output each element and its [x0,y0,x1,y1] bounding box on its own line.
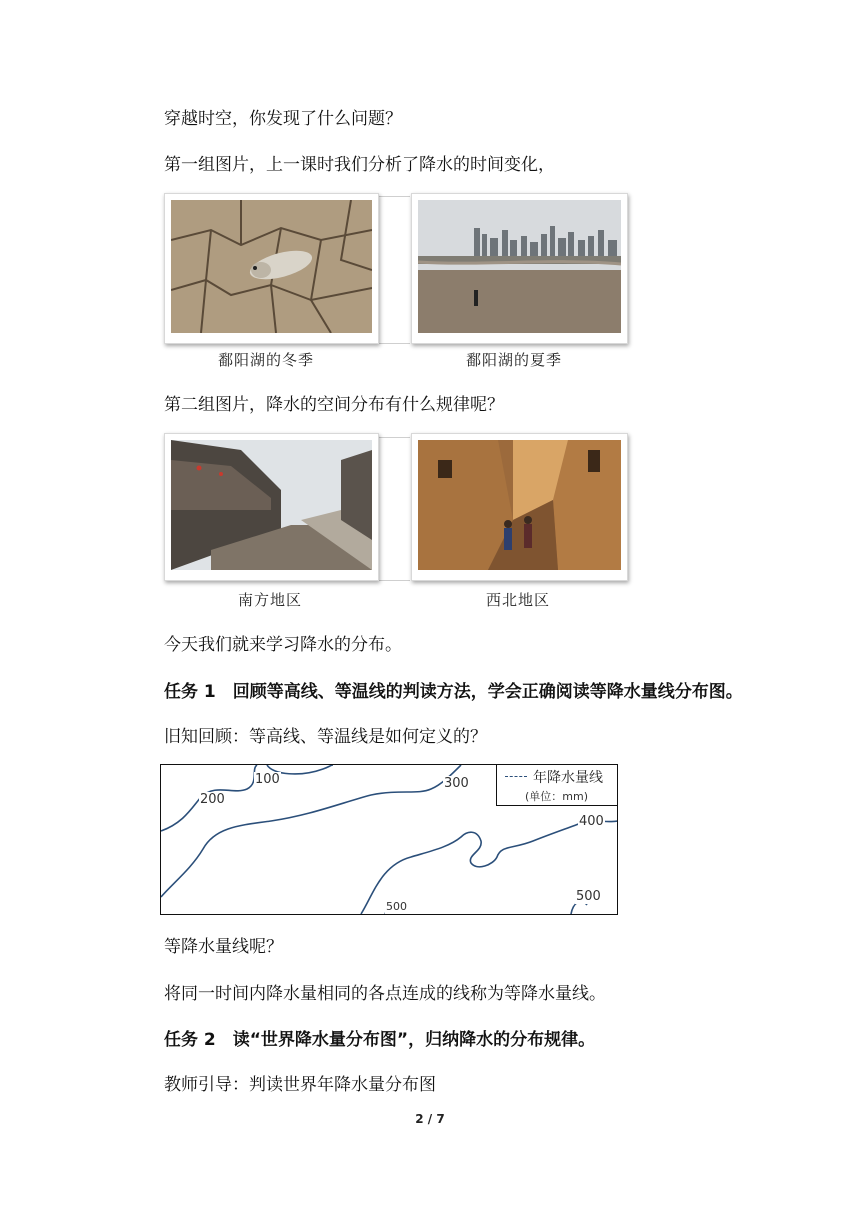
caption-northwest-region: 西北地区 [486,591,551,609]
isoline-label-300: 300 [444,776,469,791]
figure-connector [378,196,410,344]
photo-northwest-region [411,433,628,581]
caption-poyang-winter: 鄱阳湖的冬季 [218,351,315,369]
legend-label: 年降水量线 [533,770,603,786]
isoline-label-200: 200 [200,792,225,807]
photo-south-region [164,433,379,581]
caption-poyang-summer: 鄱阳湖的夏季 [466,351,563,369]
figure-connector [378,437,410,581]
paragraph-topic: 今天我们就来学习降水的分布。 [164,635,402,655]
isohyet-map [160,764,618,915]
paragraph-teacher-guide: 教师引导：判读世界年降水量分布图 [164,1075,436,1095]
isoline-label-500-right: 500 [576,889,601,904]
task2-heading: 任务 2 读“世界降水量分布图”，归纳降水的分布规律。 [164,1030,596,1050]
page-number: 2 / 7 [415,1112,445,1126]
isoline-label-100: 100 [255,772,280,787]
isoline-label-500-bottom: 500 [386,900,407,913]
paragraph-review: 旧知回顾：等高线、等温线是如何定义的？ [164,727,487,747]
paragraph-group1: 第一组图片，上一课时我们分析了降水的时间变化， [164,155,555,175]
paragraph-definition: 将同一时间内降水量相同的各点连成的线称为等降水量线。 [164,984,606,1004]
cracked-earth-fish-image [171,200,372,333]
isoline-label-400: 400 [579,814,604,829]
flooded-lake-city-image [418,200,621,333]
paragraph-question: 等降水量线呢？ [164,937,283,957]
task1-heading: 任务 1 回顾等高线、等温线的判读方法，学会正确阅读等降水量线分布图。 [164,682,743,702]
earthen-village-alley-image [418,440,621,570]
map-legend [496,765,617,806]
water-town-canal-image [171,440,372,570]
dashed-line-icon [505,776,527,777]
caption-south-region: 南方地区 [238,591,303,609]
legend-unit: (单位：mm) [525,790,589,803]
paragraph-group2: 第二组图片，降水的空间分布有什么规律呢？ [164,395,504,415]
paragraph-intro: 穿越时空，你发现了什么问题？ [164,109,402,129]
photo-poyang-summer [411,193,628,344]
photo-poyang-winter [164,193,379,344]
